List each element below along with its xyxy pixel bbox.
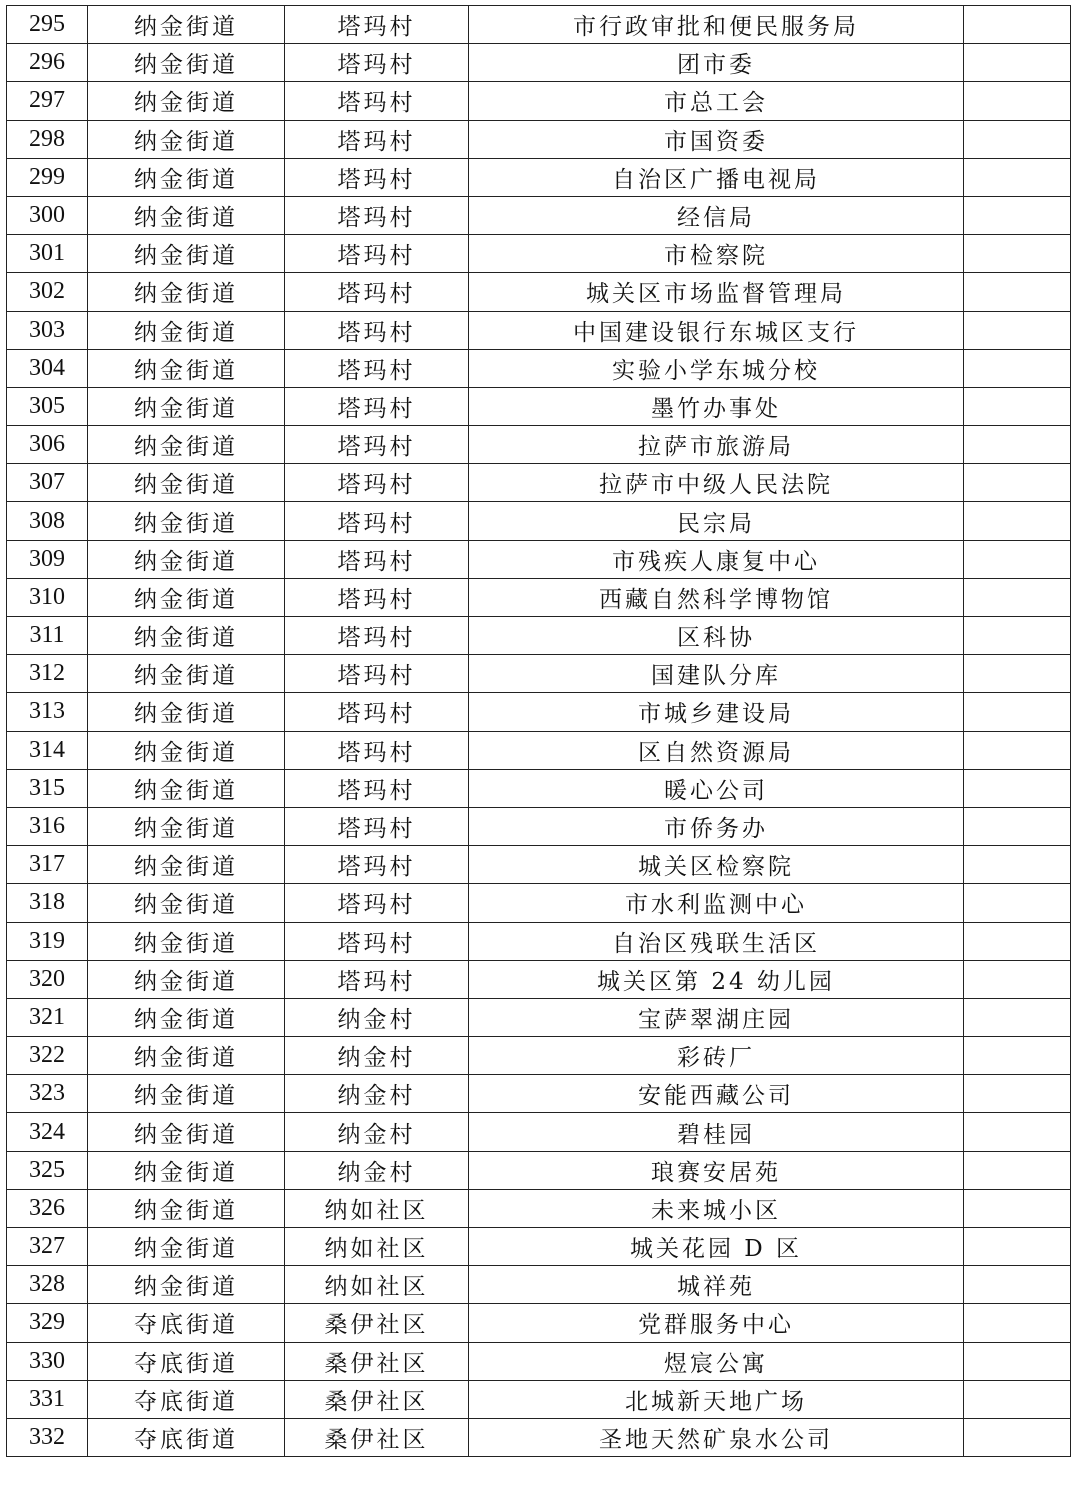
- table-row: [7, 769, 1071, 807]
- row-number-cell: 308: [7, 502, 88, 540]
- note-cell: [964, 1151, 1071, 1189]
- street-cell: 纳金街道: [88, 693, 285, 731]
- community-cell: 塔玛村: [285, 960, 469, 998]
- street-cell: 纳金街道: [88, 1189, 285, 1227]
- table-row: [7, 1189, 1071, 1227]
- row-number-cell: 310: [7, 578, 88, 616]
- note-cell: [964, 1075, 1071, 1113]
- community-cell: 纳如社区: [285, 1266, 469, 1304]
- table-row: [7, 235, 1071, 273]
- unit-cell: 拉萨市中级人民法院: [469, 464, 964, 502]
- table-row: [7, 387, 1071, 425]
- row-number-cell: 324: [7, 1113, 88, 1151]
- community-cell: 塔玛村: [285, 158, 469, 196]
- table-row: [7, 158, 1071, 196]
- row-number-cell: 329: [7, 1304, 88, 1342]
- note-cell: [964, 1113, 1071, 1151]
- community-cell: 桑伊社区: [285, 1342, 469, 1380]
- community-cell: 塔玛村: [285, 120, 469, 158]
- table-row: [7, 196, 1071, 234]
- unit-cell: 市侨务办: [469, 807, 964, 845]
- row-number-cell: 330: [7, 1342, 88, 1380]
- street-cell: 纳金街道: [88, 998, 285, 1036]
- unit-cell: 城关花园 D 区: [469, 1228, 964, 1266]
- note-cell: [964, 273, 1071, 311]
- note-cell: [964, 769, 1071, 807]
- note-cell: [964, 922, 1071, 960]
- note-cell: [964, 387, 1071, 425]
- street-cell: 夺底街道: [88, 1418, 285, 1456]
- table-row: [7, 502, 1071, 540]
- table-row: [7, 1228, 1071, 1266]
- row-number-cell: 312: [7, 655, 88, 693]
- unit-cell: 市总工会: [469, 82, 964, 120]
- row-number-cell: 305: [7, 387, 88, 425]
- community-cell: 塔玛村: [285, 922, 469, 960]
- table-row: [7, 846, 1071, 884]
- community-cell: 塔玛村: [285, 387, 469, 425]
- community-cell: 塔玛村: [285, 693, 469, 731]
- community-cell: 桑伊社区: [285, 1418, 469, 1456]
- community-cell: 纳金村: [285, 1151, 469, 1189]
- data-table: [6, 5, 1071, 1457]
- note-cell: [964, 1189, 1071, 1227]
- unit-cell: 圣地天然矿泉水公司: [469, 1418, 964, 1456]
- community-cell: 纳金村: [285, 998, 469, 1036]
- note-cell: [964, 120, 1071, 158]
- table-row: [7, 1151, 1071, 1189]
- table-row: [7, 311, 1071, 349]
- unit-cell: 琅赛安居苑: [469, 1151, 964, 1189]
- street-cell: 纳金街道: [88, 540, 285, 578]
- community-cell: 塔玛村: [285, 6, 469, 44]
- community-cell: 塔玛村: [285, 44, 469, 82]
- table-row: [7, 82, 1071, 120]
- unit-cell: 市残疾人康复中心: [469, 540, 964, 578]
- street-cell: 夺底街道: [88, 1380, 285, 1418]
- note-cell: [964, 349, 1071, 387]
- note-cell: [964, 235, 1071, 273]
- street-cell: 纳金街道: [88, 235, 285, 273]
- community-cell: 纳金村: [285, 1075, 469, 1113]
- row-number-cell: 301: [7, 235, 88, 273]
- row-number-cell: 296: [7, 44, 88, 82]
- community-cell: 塔玛村: [285, 731, 469, 769]
- street-cell: 纳金街道: [88, 960, 285, 998]
- note-cell: [964, 44, 1071, 82]
- table-row: [7, 1037, 1071, 1075]
- community-cell: 塔玛村: [285, 502, 469, 540]
- unit-cell: 安能西藏公司: [469, 1075, 964, 1113]
- community-cell: 纳如社区: [285, 1189, 469, 1227]
- street-cell: 纳金街道: [88, 1151, 285, 1189]
- street-cell: 纳金街道: [88, 387, 285, 425]
- street-cell: 纳金街道: [88, 1266, 285, 1304]
- row-number-cell: 298: [7, 120, 88, 158]
- table-row: [7, 617, 1071, 655]
- community-cell: 塔玛村: [285, 426, 469, 464]
- note-cell: [964, 731, 1071, 769]
- street-cell: 纳金街道: [88, 273, 285, 311]
- community-cell: 桑伊社区: [285, 1304, 469, 1342]
- unit-cell: 城祥苑: [469, 1266, 964, 1304]
- street-cell: 纳金街道: [88, 464, 285, 502]
- street-cell: 纳金街道: [88, 807, 285, 845]
- row-number-cell: 331: [7, 1380, 88, 1418]
- community-cell: 塔玛村: [285, 82, 469, 120]
- table-row: [7, 464, 1071, 502]
- table-row: [7, 1342, 1071, 1380]
- unit-cell: 碧桂园: [469, 1113, 964, 1151]
- street-cell: 纳金街道: [88, 120, 285, 158]
- community-cell: 塔玛村: [285, 769, 469, 807]
- street-cell: 纳金街道: [88, 846, 285, 884]
- row-number-cell: 300: [7, 196, 88, 234]
- community-cell: 塔玛村: [285, 311, 469, 349]
- unit-cell: 团市委: [469, 44, 964, 82]
- table-row: [7, 540, 1071, 578]
- note-cell: [964, 82, 1071, 120]
- community-cell: 塔玛村: [285, 578, 469, 616]
- note-cell: [964, 426, 1071, 464]
- row-number-cell: 325: [7, 1151, 88, 1189]
- table-body: [7, 6, 1071, 1457]
- community-cell: 塔玛村: [285, 884, 469, 922]
- street-cell: 纳金街道: [88, 311, 285, 349]
- note-cell: [964, 578, 1071, 616]
- row-number-cell: 297: [7, 82, 88, 120]
- row-number-cell: 328: [7, 1266, 88, 1304]
- unit-cell: 区科协: [469, 617, 964, 655]
- unit-cell: 中国建设银行东城区支行: [469, 311, 964, 349]
- note-cell: [964, 1418, 1071, 1456]
- note-cell: [964, 1304, 1071, 1342]
- street-cell: 纳金街道: [88, 1113, 285, 1151]
- note-cell: [964, 6, 1071, 44]
- row-number-cell: 320: [7, 960, 88, 998]
- note-cell: [964, 1037, 1071, 1075]
- row-number-cell: 321: [7, 998, 88, 1036]
- community-cell: 塔玛村: [285, 349, 469, 387]
- table-row: [7, 1418, 1071, 1456]
- unit-cell: 市检察院: [469, 235, 964, 273]
- street-cell: 纳金街道: [88, 617, 285, 655]
- unit-cell: 市城乡建设局: [469, 693, 964, 731]
- street-cell: 纳金街道: [88, 731, 285, 769]
- table-row: [7, 44, 1071, 82]
- row-number-cell: 315: [7, 769, 88, 807]
- unit-cell: 北城新天地广场: [469, 1380, 964, 1418]
- unit-cell: 西藏自然科学博物馆: [469, 578, 964, 616]
- table-row: [7, 884, 1071, 922]
- community-cell: 塔玛村: [285, 655, 469, 693]
- community-cell: 塔玛村: [285, 807, 469, 845]
- row-number-cell: 306: [7, 426, 88, 464]
- table-row: [7, 1266, 1071, 1304]
- street-cell: 夺底街道: [88, 1304, 285, 1342]
- row-number-cell: 307: [7, 464, 88, 502]
- row-number-cell: 317: [7, 846, 88, 884]
- unit-cell: 暖心公司: [469, 769, 964, 807]
- note-cell: [964, 655, 1071, 693]
- unit-cell: 自治区广播电视局: [469, 158, 964, 196]
- street-cell: 纳金街道: [88, 158, 285, 196]
- community-cell: 塔玛村: [285, 540, 469, 578]
- table-row: [7, 349, 1071, 387]
- street-cell: 纳金街道: [88, 6, 285, 44]
- community-cell: 塔玛村: [285, 235, 469, 273]
- note-cell: [964, 540, 1071, 578]
- note-cell: [964, 1266, 1071, 1304]
- note-cell: [964, 998, 1071, 1036]
- unit-cell: 彩砖厂: [469, 1037, 964, 1075]
- table-row: [7, 807, 1071, 845]
- unit-cell: 城关区市场监督管理局: [469, 273, 964, 311]
- street-cell: 纳金街道: [88, 578, 285, 616]
- row-number-cell: 311: [7, 617, 88, 655]
- table-row: [7, 1380, 1071, 1418]
- table-row: [7, 426, 1071, 464]
- unit-cell: 经信局: [469, 196, 964, 234]
- unit-cell: 城关区第 24 幼儿园: [469, 960, 964, 998]
- row-number-cell: 319: [7, 922, 88, 960]
- table-row: [7, 1113, 1071, 1151]
- unit-cell: 拉萨市旅游局: [469, 426, 964, 464]
- table-row: [7, 960, 1071, 998]
- note-cell: [964, 960, 1071, 998]
- row-number-cell: 302: [7, 273, 88, 311]
- note-cell: [964, 196, 1071, 234]
- community-cell: 桑伊社区: [285, 1380, 469, 1418]
- table-row: [7, 655, 1071, 693]
- table-row: [7, 6, 1071, 44]
- table-row: [7, 693, 1071, 731]
- note-cell: [964, 807, 1071, 845]
- unit-cell: 城关区检察院: [469, 846, 964, 884]
- street-cell: 纳金街道: [88, 1228, 285, 1266]
- community-cell: 塔玛村: [285, 464, 469, 502]
- note-cell: [964, 617, 1071, 655]
- note-cell: [964, 158, 1071, 196]
- community-cell: 纳金村: [285, 1113, 469, 1151]
- street-cell: 纳金街道: [88, 502, 285, 540]
- unit-cell: 市行政审批和便民服务局: [469, 6, 964, 44]
- street-cell: 纳金街道: [88, 44, 285, 82]
- note-cell: [964, 311, 1071, 349]
- row-number-cell: 314: [7, 731, 88, 769]
- row-number-cell: 323: [7, 1075, 88, 1113]
- row-number-cell: 313: [7, 693, 88, 731]
- street-cell: 纳金街道: [88, 884, 285, 922]
- table-row: [7, 1075, 1071, 1113]
- row-number-cell: 322: [7, 1037, 88, 1075]
- unit-cell: 煜宸公寓: [469, 1342, 964, 1380]
- street-cell: 纳金街道: [88, 196, 285, 234]
- table-row: [7, 998, 1071, 1036]
- street-cell: 纳金街道: [88, 82, 285, 120]
- table-row: [7, 731, 1071, 769]
- community-cell: 塔玛村: [285, 273, 469, 311]
- community-cell: 塔玛村: [285, 617, 469, 655]
- table-row: [7, 120, 1071, 158]
- row-number-cell: 326: [7, 1189, 88, 1227]
- unit-cell: 区自然资源局: [469, 731, 964, 769]
- street-cell: 纳金街道: [88, 1075, 285, 1113]
- unit-cell: 市国资委: [469, 120, 964, 158]
- street-cell: 纳金街道: [88, 769, 285, 807]
- note-cell: [964, 1380, 1071, 1418]
- unit-cell: 国建队分库: [469, 655, 964, 693]
- table-row: [7, 273, 1071, 311]
- unit-cell: 自治区残联生活区: [469, 922, 964, 960]
- unit-cell: 党群服务中心: [469, 1304, 964, 1342]
- street-cell: 夺底街道: [88, 1342, 285, 1380]
- note-cell: [964, 846, 1071, 884]
- row-number-cell: 318: [7, 884, 88, 922]
- street-cell: 纳金街道: [88, 922, 285, 960]
- row-number-cell: 299: [7, 158, 88, 196]
- street-cell: 纳金街道: [88, 349, 285, 387]
- row-number-cell: 309: [7, 540, 88, 578]
- table-row: [7, 1304, 1071, 1342]
- unit-cell: 宝萨翠湖庄园: [469, 998, 964, 1036]
- note-cell: [964, 1228, 1071, 1266]
- table-row: [7, 922, 1071, 960]
- row-number-cell: 303: [7, 311, 88, 349]
- note-cell: [964, 464, 1071, 502]
- note-cell: [964, 1342, 1071, 1380]
- street-cell: 纳金街道: [88, 655, 285, 693]
- street-cell: 纳金街道: [88, 1037, 285, 1075]
- note-cell: [964, 884, 1071, 922]
- row-number-cell: 327: [7, 1228, 88, 1266]
- row-number-cell: 332: [7, 1418, 88, 1456]
- street-cell: 纳金街道: [88, 426, 285, 464]
- table-row: [7, 578, 1071, 616]
- row-number-cell: 304: [7, 349, 88, 387]
- note-cell: [964, 693, 1071, 731]
- community-cell: 塔玛村: [285, 846, 469, 884]
- community-cell: 纳如社区: [285, 1228, 469, 1266]
- community-cell: 塔玛村: [285, 196, 469, 234]
- unit-cell: 实验小学东城分校: [469, 349, 964, 387]
- community-cell: 纳金村: [285, 1037, 469, 1075]
- note-cell: [964, 502, 1071, 540]
- row-number-cell: 316: [7, 807, 88, 845]
- unit-cell: 未来城小区: [469, 1189, 964, 1227]
- row-number-cell: 295: [7, 6, 88, 44]
- unit-cell: 民宗局: [469, 502, 964, 540]
- unit-cell: 市水利监测中心: [469, 884, 964, 922]
- unit-cell: 墨竹办事处: [469, 387, 964, 425]
